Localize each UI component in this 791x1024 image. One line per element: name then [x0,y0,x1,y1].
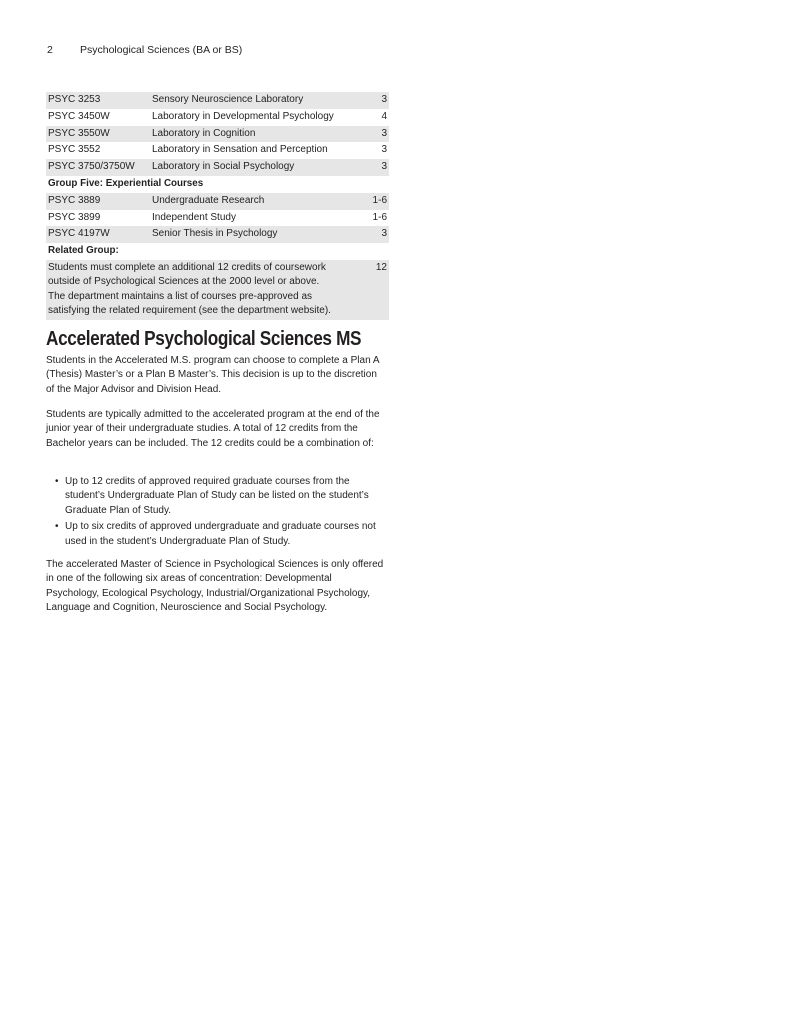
bullet-icon: • [55,521,59,533]
course-credits: 3 [355,226,389,243]
course-row [46,159,389,176]
paragraph: The accelerated Master of Science in Psychological Sciences is only offered in one of the following six areas of concentration: Developmental Psychology, Ecological Psychology, Industrial/Organizational Psychology, Language and Cognition, Neuroscience and Social Psychology. [46,559,384,614]
course-title: Independent Study [152,211,236,223]
course-code: PSYC 3550W [46,126,150,143]
course-code: PSYC 3552 [48,144,101,156]
course-row [46,92,389,109]
course-code: PSYC 4197W [46,226,150,243]
course-code: PSYC 3450W [48,110,110,122]
page-number: 2 [47,44,53,56]
course-row [46,109,389,126]
bullet-text: Up to 12 credits of approved required graduate courses from the student’s Undergraduate Plan of Study can be listed on the student’s Graduate Plan of Study. [65,476,369,516]
course-code: PSYC 3889 [46,193,150,210]
bullet-text: Up to six credits of approved undergraduate and graduate courses not used in the student’s Undergraduate Plan of Study. [65,521,376,547]
course-credits: 3 [355,126,389,143]
course-code: PSYC 3899 [48,211,101,223]
group-five-label: Group Five: Experiential Courses [48,177,204,189]
course-credits: 3 [355,92,389,109]
course-code: PSYC 3253 [46,92,150,109]
running-title: Psychological Sciences (BA or BS) [80,44,243,56]
course-credits: 4 [381,110,387,122]
section-title: Accelerated Psychological Sciences MS [46,328,362,350]
course-row [46,210,389,227]
course-row [46,226,389,243]
course-row [46,142,389,159]
paragraph: Students are typically admitted to the accelerated program at the end of the junior year of their undergraduate studies. A total of 12 credits from the Bachelor years can be included. The 12 credits could be a combination of: [46,409,380,449]
related-requirement-credits: 12 [355,260,389,320]
group-header-row [46,243,389,260]
bullet-item [46,475,386,518]
course-table [46,92,389,320]
course-title: Laboratory in Developmental Psychology [152,110,334,122]
course-code: PSYC 3750/3750W [46,159,150,176]
course-credits: 3 [381,144,387,156]
course-title: Laboratory in Cognition [150,126,355,143]
running-header [47,44,242,56]
course-title: Undergraduate Research [150,193,355,210]
course-row [46,193,389,210]
course-title: Laboratory in Sensation and Perception [152,144,328,156]
paragraph: Students in the Accelerated M.S. program can choose to complete a Plan A (Thesis) Master’s or a Plan B Master’s. This decision is up to the discretion of the Major Advisor and Division Head. [46,355,379,395]
course-row [46,126,389,143]
related-group-label: Related Group: [48,245,119,257]
course-title: Laboratory in Social Psychology [150,159,355,176]
course-title: Sensory Neuroscience Laboratory [150,92,355,109]
bullet-icon: • [55,476,59,487]
course-credits: 3 [355,159,389,176]
related-requirement-row [46,260,389,320]
course-title: Senior Thesis in Psychology [150,226,355,243]
group-header-row [46,176,389,193]
bullet-item [46,520,386,549]
course-credits: 1-6 [355,193,389,210]
course-credits: 1-6 [372,211,387,223]
related-requirement-text: Students must complete an additional 12 credits of coursework outside of Psychological Sciences at the 2000 level or above. The department maintains a list of courses pre-approved as satisfying the related requirement (see the department website). [46,260,355,320]
bullet-list [46,475,386,551]
